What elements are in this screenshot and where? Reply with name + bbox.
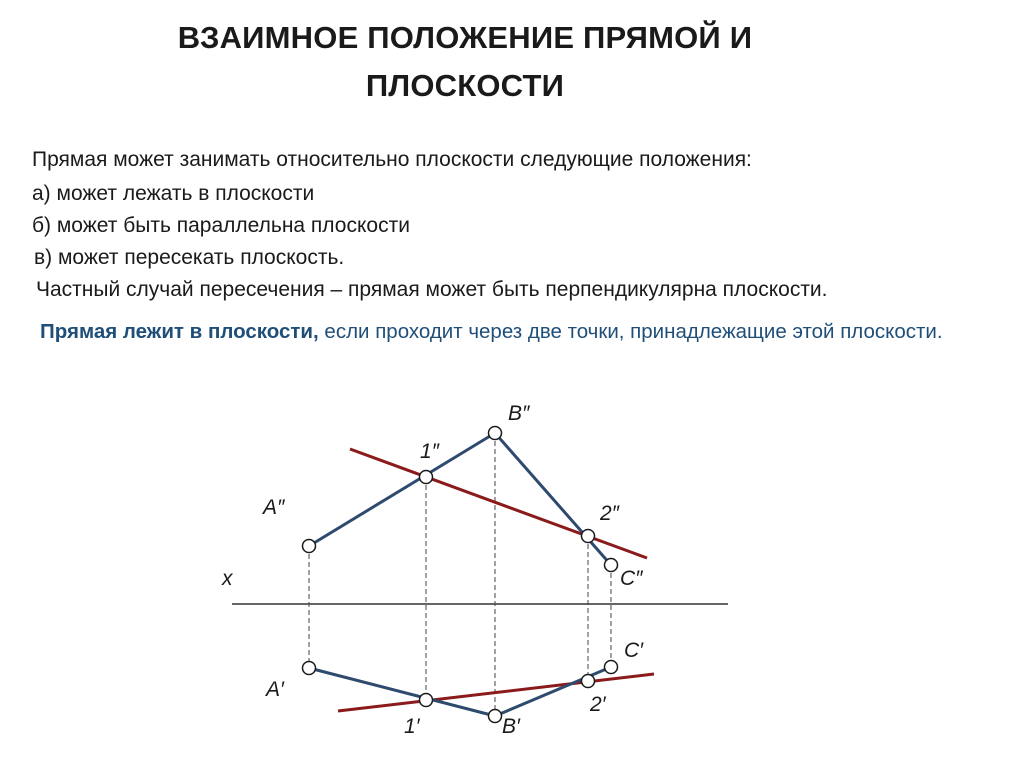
text-line: б) может быть параллельна плоскости xyxy=(32,214,410,237)
label-B2: B″ xyxy=(508,402,530,425)
plane-front-projection xyxy=(309,433,611,565)
point-A2 xyxy=(303,540,316,553)
label-C2: C″ xyxy=(620,567,643,590)
point-2-2 xyxy=(582,530,595,543)
title-line-1: ВЗАИМНОЕ ПОЛОЖЕНИЕ ПРЯМОЙ И xyxy=(177,20,753,55)
point-1-1 xyxy=(420,694,433,707)
text-line: в) может пересекать плоскость. xyxy=(34,246,345,269)
text-line: а) может лежать в плоскости xyxy=(32,182,315,205)
point-1-2 xyxy=(420,471,433,484)
label-1-2: 1″ xyxy=(420,440,440,463)
label-1-1: 1′ xyxy=(404,715,420,738)
line-top-projection xyxy=(338,674,654,711)
title-line-2: ПЛОСКОСТИ xyxy=(365,68,565,103)
definition-bold: Прямая лежит в плоскости, xyxy=(40,320,319,343)
point-2-1 xyxy=(582,675,595,688)
label-axis-x: x xyxy=(222,567,233,590)
label-2-1: 2′ xyxy=(590,693,606,716)
projection-links xyxy=(309,433,611,716)
text-line: Частный случай пересечения – прямая может быть перпендикулярна плоскости. xyxy=(36,278,828,301)
label-2-2: 2″ xyxy=(600,502,620,525)
point-A1 xyxy=(303,662,316,675)
point-B1 xyxy=(489,710,502,723)
label-B1: B′ xyxy=(502,715,520,738)
label-A2: A″ xyxy=(263,496,285,519)
label-A1: A′ xyxy=(266,678,284,701)
point-B2 xyxy=(489,427,502,440)
label-C1: C′ xyxy=(624,639,644,662)
text-line: Прямая может занимать относительно плоскости следующие положения: xyxy=(32,148,752,171)
point-C1 xyxy=(605,661,618,674)
point-C2 xyxy=(605,559,618,572)
definition-rest: если проходит через две точки, принадлежащие этой плоскости. xyxy=(318,320,943,343)
